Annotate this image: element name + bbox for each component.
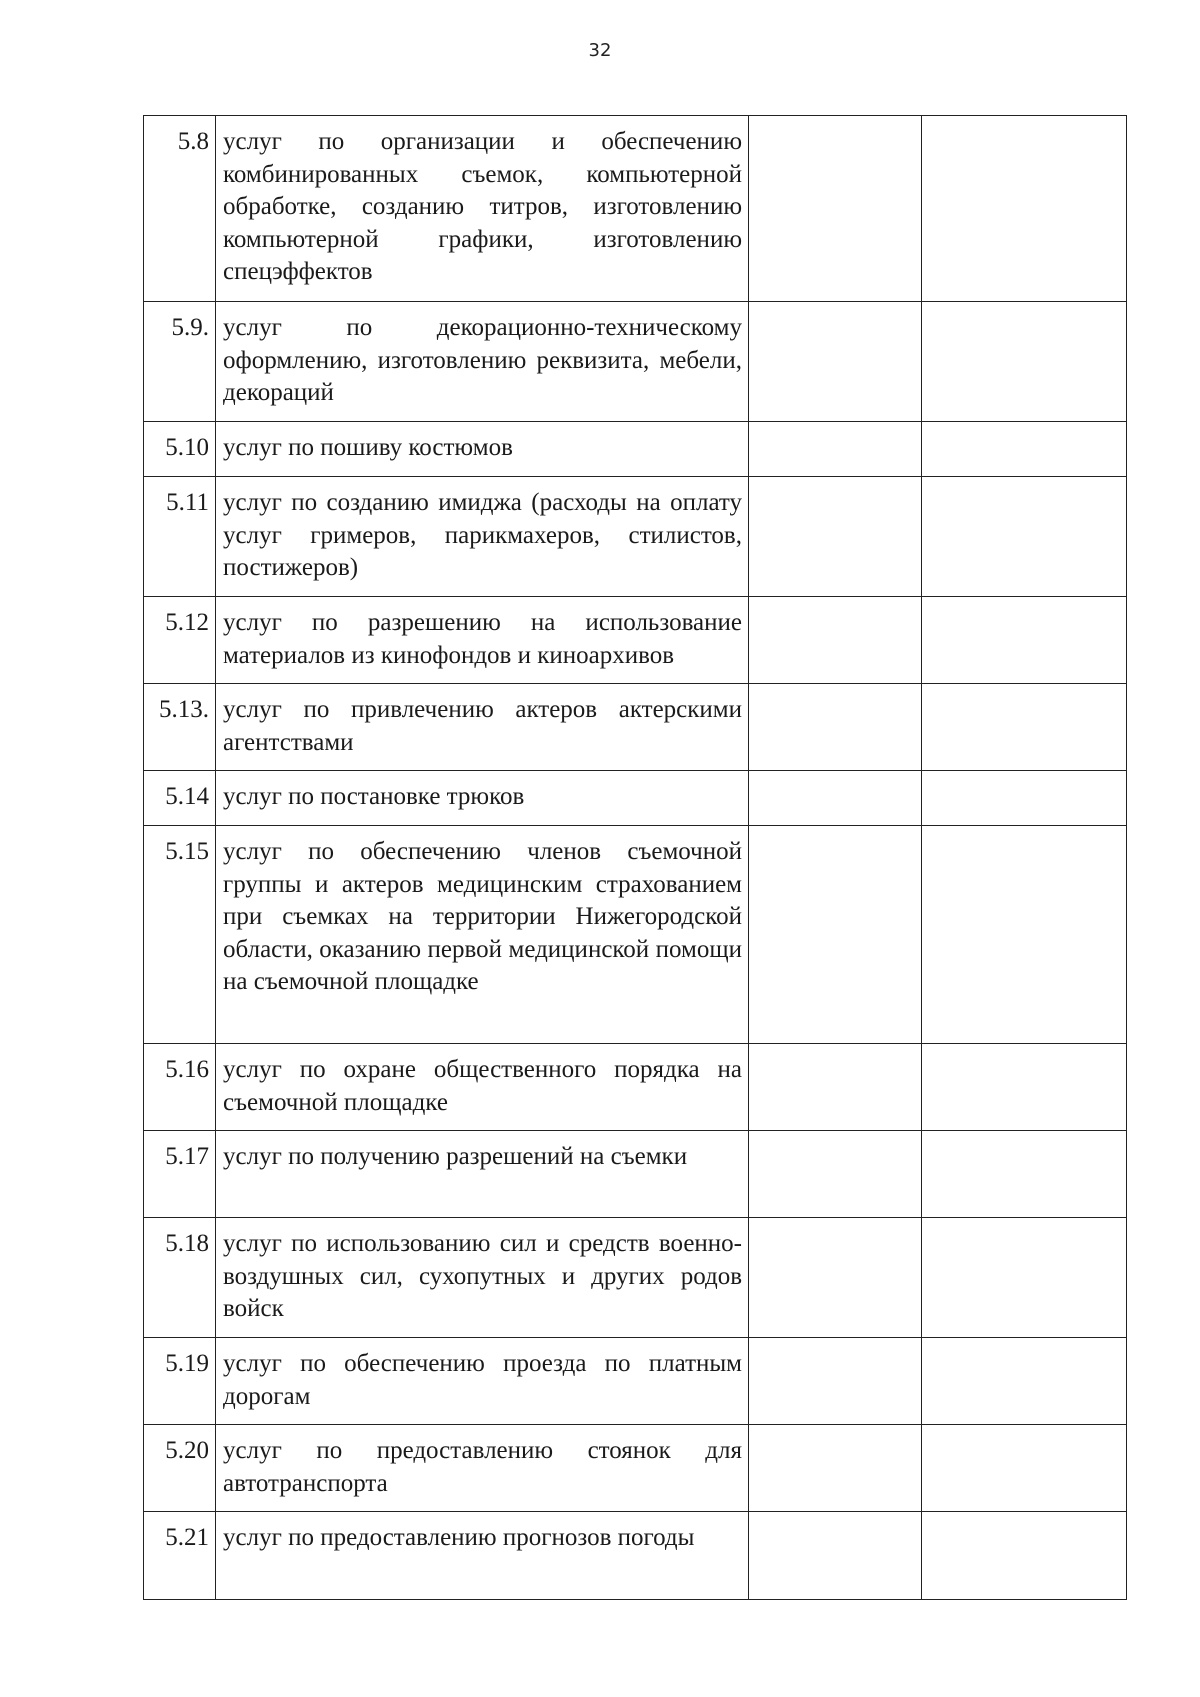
empty-cell (922, 1218, 1127, 1338)
row-description: услуг по организации и обеспечению комбинированных съемок, компьютерной обработке, созданию титров, изготовлению компьютерной графики, изготовлению спецэффектов (216, 116, 749, 302)
row-number: 5.14 (144, 771, 216, 826)
row-number: 5.12 (144, 597, 216, 684)
empty-cell (749, 1425, 922, 1512)
empty-cell (922, 771, 1127, 826)
empty-cell (922, 1512, 1127, 1600)
empty-cell (749, 1218, 922, 1338)
empty-cell (749, 597, 922, 684)
empty-cell (749, 826, 922, 1044)
table-row (144, 684, 1127, 771)
empty-cell (749, 684, 922, 771)
empty-cell (749, 1338, 922, 1425)
empty-cell (922, 684, 1127, 771)
empty-cell (922, 422, 1127, 477)
row-description: услуг по разрешению на использование материалов из кинофондов и киноархивов (216, 597, 749, 684)
row-description: услуг по обеспечению членов съемочной группы и актеров медицинским страхованием при съемках на территории Нижегородской области, оказанию первой медицинской помощи на съемочной площадке (216, 826, 749, 1044)
row-number: 5.16 (144, 1044, 216, 1131)
empty-cell (749, 302, 922, 422)
row-description: услуг по предоставлению стоянок для автотранспорта (216, 1425, 749, 1512)
table-row (144, 477, 1127, 597)
empty-cell (749, 477, 922, 597)
empty-cell (749, 1512, 922, 1600)
table-row (144, 597, 1127, 684)
row-description: услуг по охране общественного порядка на съемочной площадке (216, 1044, 749, 1131)
row-number: 5.18 (144, 1218, 216, 1338)
row-number: 5.9. (144, 302, 216, 422)
row-description: услуг по получению разрешений на съемки (216, 1131, 749, 1218)
row-description: услуг по созданию имиджа (расходы на оплату услуг гримеров, парикмахеров, стилистов, постижеров) (216, 477, 749, 597)
row-description: услуг по декорационно-техническому оформлению, изготовлению реквизита, мебели, декораций (216, 302, 749, 422)
empty-cell (922, 116, 1127, 302)
empty-cell (922, 302, 1127, 422)
table-row (144, 1512, 1127, 1600)
table-row (144, 116, 1127, 302)
row-description: услуг по предоставлению прогнозов погоды (216, 1512, 749, 1600)
row-number: 5.19 (144, 1338, 216, 1425)
row-description: услуг по пошиву костюмов (216, 422, 749, 477)
empty-cell (922, 1044, 1127, 1131)
row-number: 5.17 (144, 1131, 216, 1218)
row-number: 5.10 (144, 422, 216, 477)
row-description: услуг по привлечению актеров актерскими агентствами (216, 684, 749, 771)
empty-cell (922, 826, 1127, 1044)
table-row (144, 422, 1127, 477)
empty-cell (749, 1131, 922, 1218)
empty-cell (922, 1131, 1127, 1218)
page-number: 32 (588, 40, 612, 61)
table-row (144, 1425, 1127, 1512)
services-table (143, 115, 1127, 1600)
table-row (144, 302, 1127, 422)
empty-cell (922, 477, 1127, 597)
row-description: услуг по постановке трюков (216, 771, 749, 826)
table-body (144, 116, 1127, 1600)
row-description: услуг по обеспечению проезда по платным дорогам (216, 1338, 749, 1425)
row-number: 5.15 (144, 826, 216, 1044)
empty-cell (749, 422, 922, 477)
row-number: 5.13. (144, 684, 216, 771)
row-number: 5.11 (144, 477, 216, 597)
table-row (144, 771, 1127, 826)
empty-cell (922, 1425, 1127, 1512)
empty-cell (749, 771, 922, 826)
empty-cell (922, 597, 1127, 684)
row-number: 5.21 (144, 1512, 216, 1600)
row-description: услуг по использованию сил и средств военно-воздушных сил, сухопутных и других родов войск (216, 1218, 749, 1338)
empty-cell (922, 1338, 1127, 1425)
table-row (144, 1131, 1127, 1218)
empty-cell (749, 1044, 922, 1131)
table-row (144, 1338, 1127, 1425)
row-number: 5.20 (144, 1425, 216, 1512)
table-row (144, 1044, 1127, 1131)
table-row (144, 826, 1127, 1044)
table-row (144, 1218, 1127, 1338)
row-number: 5.8 (144, 116, 216, 302)
empty-cell (749, 116, 922, 302)
